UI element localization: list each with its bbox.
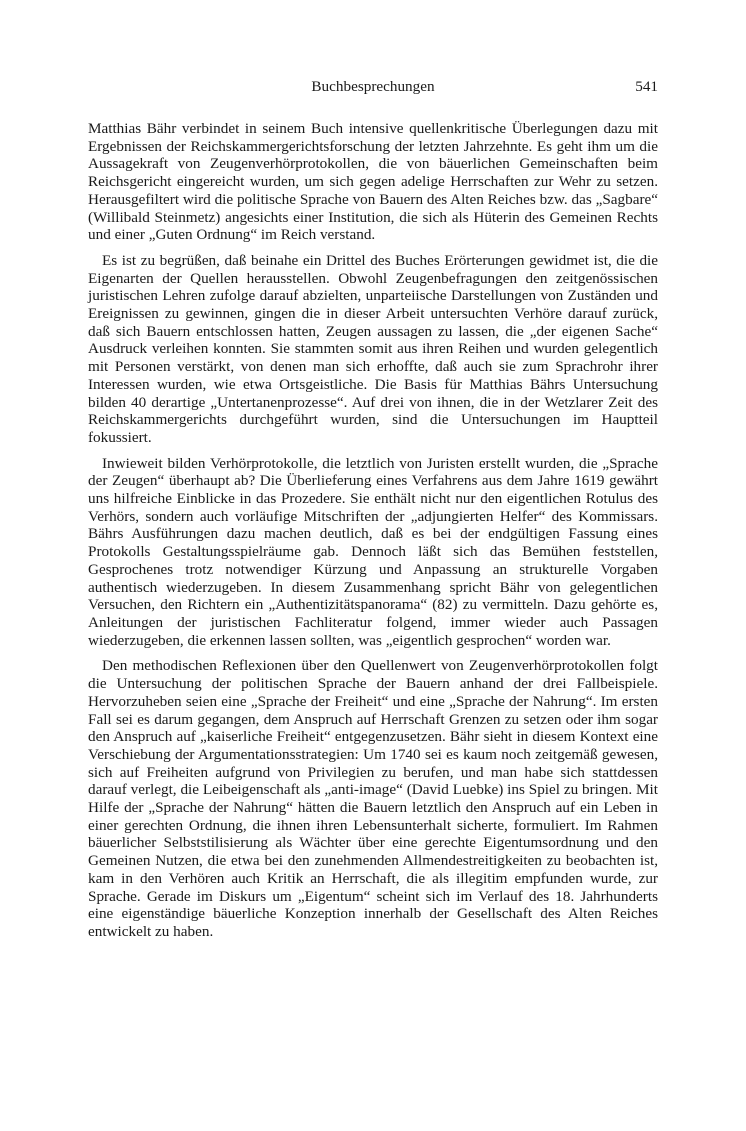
- paragraph-2: Es ist zu begrüßen, daß beinahe ein Drittel des Buches Erörterungen gewidmet ist, die die Eigenarten der Quellen herausstellen. Obwohl Zeugenbefragungen den zeitgenössischen juristischen Lehren zufolge darauf abzielten, unparteiische Darstellungen von Zuständen und Ereignissen zu gewinnen, gingen die in dieser Arbeit untersuchten Verhöre darauf zurück, daß sich Bauern entschlossen hatten, Zeugen aussagen zu lassen, die „der eigenen Sache“ Ausdruck verleihen konnten. Sie stammten somit aus ihren Reihen und wurden gelegentlich mit Personen verstärkt, von denen man sich erhoffte, daß auch sie zum Sprachrohr ihrer Interessen wurden, wie etwa Ortsgeistliche. Die Basis für Matthias Bährs Untersuchung bilden 40 derartige „Untertanenprozesse“. Auf drei von ihnen, die in der Wetzlarer Zeit des Reichskammergerichts durchgeführt wurden, sind die Untersuchungen im Hauptteil fokussiert.: [88, 251, 658, 446]
- page: [88, 78, 658, 949]
- page-number: 541: [635, 78, 658, 95]
- paragraph-1: Matthias Bähr verbindet in seinem Buch intensive quellenkritische Überlegungen dazu mit Ergebnissen der Reichskammergerichtsforschung der letzten Jahrzehnte. Es geht ihm um die Aussagekraft von Zeugenverhörprotokollen, die von bäuerlichen Gemeinschaften beim Reichsgericht eingereicht wurden, um sich gegen adelige Herrschaften zur Wehr zu setzen. Herausgefiltert wird die politische Sprache von Bauern des Alten Reiches bzw. das „Sagbare“ (Willibald Steinmetz) angesichts einer Institution, die sich als Hüterin des Gemeinen Rechts und einer „Guten Ordnung“ im Reich verstand.: [88, 120, 658, 244]
- paragraph-3: Inwieweit bilden Verhörprotokolle, die letztlich von Juristen erstellt wurden, die „Sprache der Zeugen“ überhaupt ab? Die Überlieferung eines Verfahrens aus dem Jahre 1619 gewährt uns hilfreiche Einblicke in das Prozedere. Sie enthält nicht nur den eigentlichen Rotulus des Verhörs, sondern auch vorläufige Mitschriften der „adjungierten Helfer“ des Kommissars. Bährs Ausführungen dazu machen deutlich, daß es bei der endgültigen Fassung eines Protokolls Gestaltungsspielräume gab. Dennoch läßt sich das Bemühen feststellen, Gesprochenes trotz notwendiger Kürzung und Anpassung an strukturelle Vorgaben authentisch wiederzugeben. In diesem Zusammenhang spricht Bähr von gelegentlichen Versuchen, den Richtern ein „Authentizitätspanorama“ (82) zu vermitteln. Dazu gehörte es, Anleitungen der juristischen Fachliteratur folgend, immer wieder auch Passagen wiederzugeben, die erkennen lassen sollten, was „eigentlich gesprochen“ worden war.: [88, 454, 658, 649]
- paragraph-4: Den methodischen Reflexionen über den Quellenwert von Zeugenverhörprotokollen folgt die Untersuchung der politischen Sprache der Bauern anhand der drei Fallbeispiele. Hervorzuheben seien eine „Sprache der Freiheit“ und eine „Sprache der Nahrung“. Im ersten Fall sei es darum gegangen, dem Anspruch auf Herrschaft Grenzen zu setzen oder ihm sogar den Anspruch auf „kaiserliche Freiheit“ entgegenzusetzen. Bähr sieht in diesem Kontext eine Verschiebung der Argumentationsstrategien: Um 1740 sei es kaum noch zeitgemäß gewesen, sich auf Freiheiten aufgrund von Privilegien zu berufen, und man habe sich stattdessen darauf verlegt, die Leibeigenschaft als „anti-image“ (David Luebke) ins Spiel zu bringen. Mit Hilfe der „Sprache der Nahrung“ hätten die Bauern letztlich den Anspruch auf ein Leben in einer gerechten Ordnung, die ihnen ihren Lebensunterhalt sicherte, formuliert. Im Rahmen bäuerlicher Selbststilisierung als Wächter über eine gerechte Eigentumsordnung und den Gemeinen Nutzen, die etwa bei den zunehmenden Allmendestreitigkeiten zu beobachten ist, kam in den Verhören auch Kritik an Herrschaft, die als illegitim empfunden wurde, zur Sprache. Gerade im Diskurs um „Eigentum“ scheint sich im Verlauf des 18. Jahrhunderts eine eigenständige bäuerliche Konzeption innerhalb der Gesellschaft des Alten Reiches entwickelt zu haben.: [88, 657, 658, 940]
- running-head: [88, 78, 658, 100]
- body-text: [88, 120, 658, 941]
- running-title: Buchbesprechungen: [311, 78, 435, 95]
